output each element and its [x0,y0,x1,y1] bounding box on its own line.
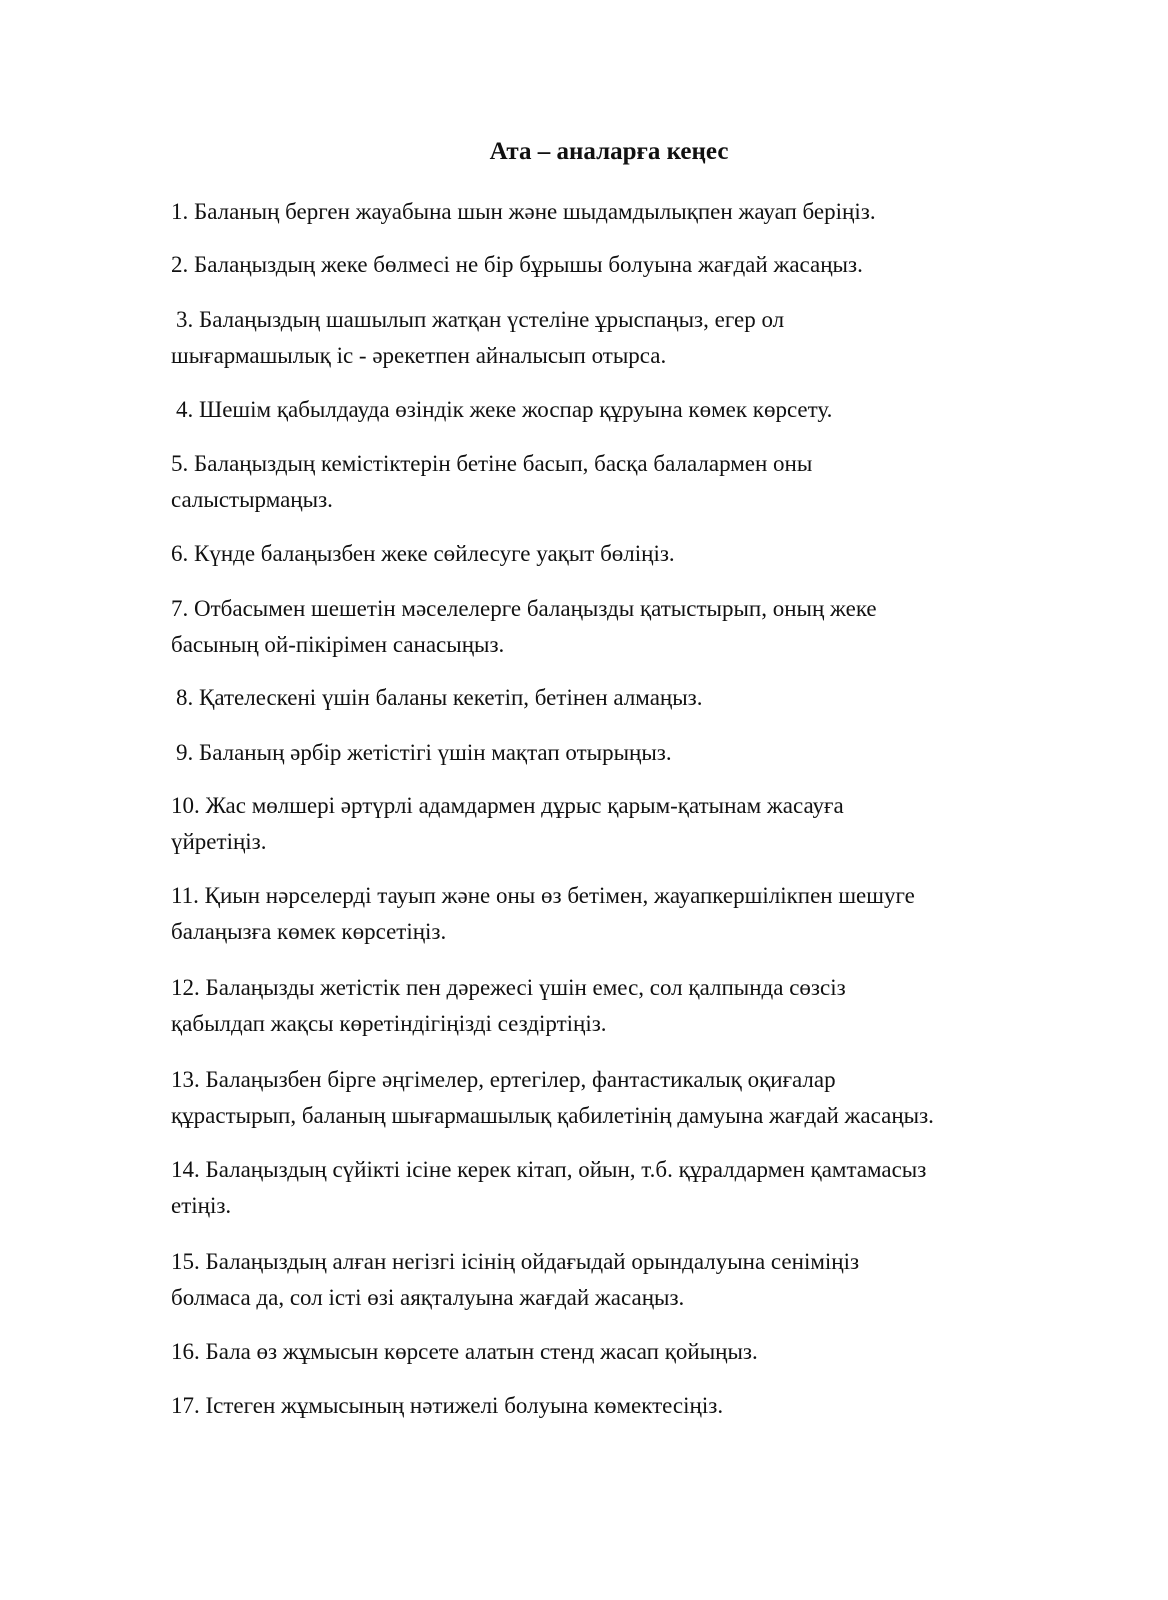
list-item-line: 7. Отбасымен шешетін мәселелерге балаңызды қатыстырып, оның жеке [171,596,877,621]
list-item [171,302,1096,374]
list-item [171,1334,1091,1370]
list-item [171,591,1091,663]
list-item-line: 8. Қателескені үшін баланы кекетіп, бетінен алмаңыз. [176,685,703,710]
list-item-line: 15. Балаңыздың алған негізгі ісінің ойдағыдай орындалуына сеніміңіз [171,1249,860,1274]
list-item [171,446,1091,518]
list-item [171,1244,1091,1316]
list-item [176,392,1096,428]
list-item [171,1152,1091,1224]
list-item-line: үйретіңіз. [171,829,267,854]
list-item-line: шығармашылық іс - әрекетпен айналысып отырса. [171,343,667,368]
list-item-line: құрастырып, баланың шығармашылық қабилетінің дамуына жағдай жасаңыз. [171,1103,934,1128]
list-item-line: 16. Бала өз жұмысын көрсете алатын стенд жасап қойыңыз. [171,1339,758,1364]
list-item [171,1388,1091,1424]
list-item [171,194,1091,230]
list-item-line: 9. Баланың әрбір жетістігі үшін мақтап отырыңыз. [176,740,672,765]
page-title: Ата – аналарға кеңес [489,138,729,165]
list-item-line: 1. Баланың берген жауабына шын және шыдамдылықпен жауап беріңіз. [171,199,876,224]
list-item-line: 14. Балаңыздың сүйікті ісіне керек кітап, ойын, т.б. құралдармен қамтамасыз [171,1157,927,1182]
list-item-line: етіңіз. [171,1193,232,1218]
list-item-line: 2. Балаңыздың жеке бөлмесі не бір бұрышы болуына жағдай жасаңыз. [171,252,863,277]
list-item [171,788,1091,860]
list-item-line: 5. Балаңыздың кемістіктерін бетіне басып, басқа балалармен оны [171,451,813,476]
list-item [176,680,1096,716]
list-item-line: 12. Балаңызды жетістік пен дәрежесі үшін емес, сол қалпында сөзсіз [171,975,846,1000]
list-item-line: балаңызға көмек көрсетіңіз. [171,919,447,944]
list-item-line: 4. Шешім қабылдауда өзіндік жеке жоспар құруына көмек көрсету. [176,397,833,422]
list-item-line: 10. Жас мөлшері әртүрлі адамдармен дұрыс қарым-қатынам жасауға [171,793,844,818]
list-item [171,878,1091,950]
list-item-line: 3. Балаңыздың шашылып жатқан үстеліне ұрыспаңыз, егер ол [176,307,785,332]
list-item-line: 13. Балаңызбен бірге әңгімелер, ертегілер, фантастикалық оқиғалар [171,1067,836,1092]
list-item [171,1062,1091,1134]
list-item-line: салыстырмаңыз. [171,487,333,512]
list-item-line: қабылдап жақсы көретіндігіңізді сездіртіңіз. [171,1011,607,1036]
list-item-line: болмаса да, сол істі өзі аяқталуына жағдай жасаңыз. [171,1285,685,1310]
list-item-line: 11. Қиын нәрселерді тауып және оны өз бетімен, жауапкершілікпен шешуге [171,883,915,908]
list-item-line: 6. Күнде балаңызбен жеке сөйлесуге уақыт бөліңіз. [171,541,675,566]
list-item-line: басының ой-пікірімен санасыңыз. [171,632,505,657]
list-item [171,247,1091,283]
list-item-line: 17. Істеген жұмысының нәтижелі болуына көмектесіңіз. [171,1393,724,1418]
list-item [171,536,1091,572]
list-item [171,970,1091,1042]
list-item [176,735,1096,771]
